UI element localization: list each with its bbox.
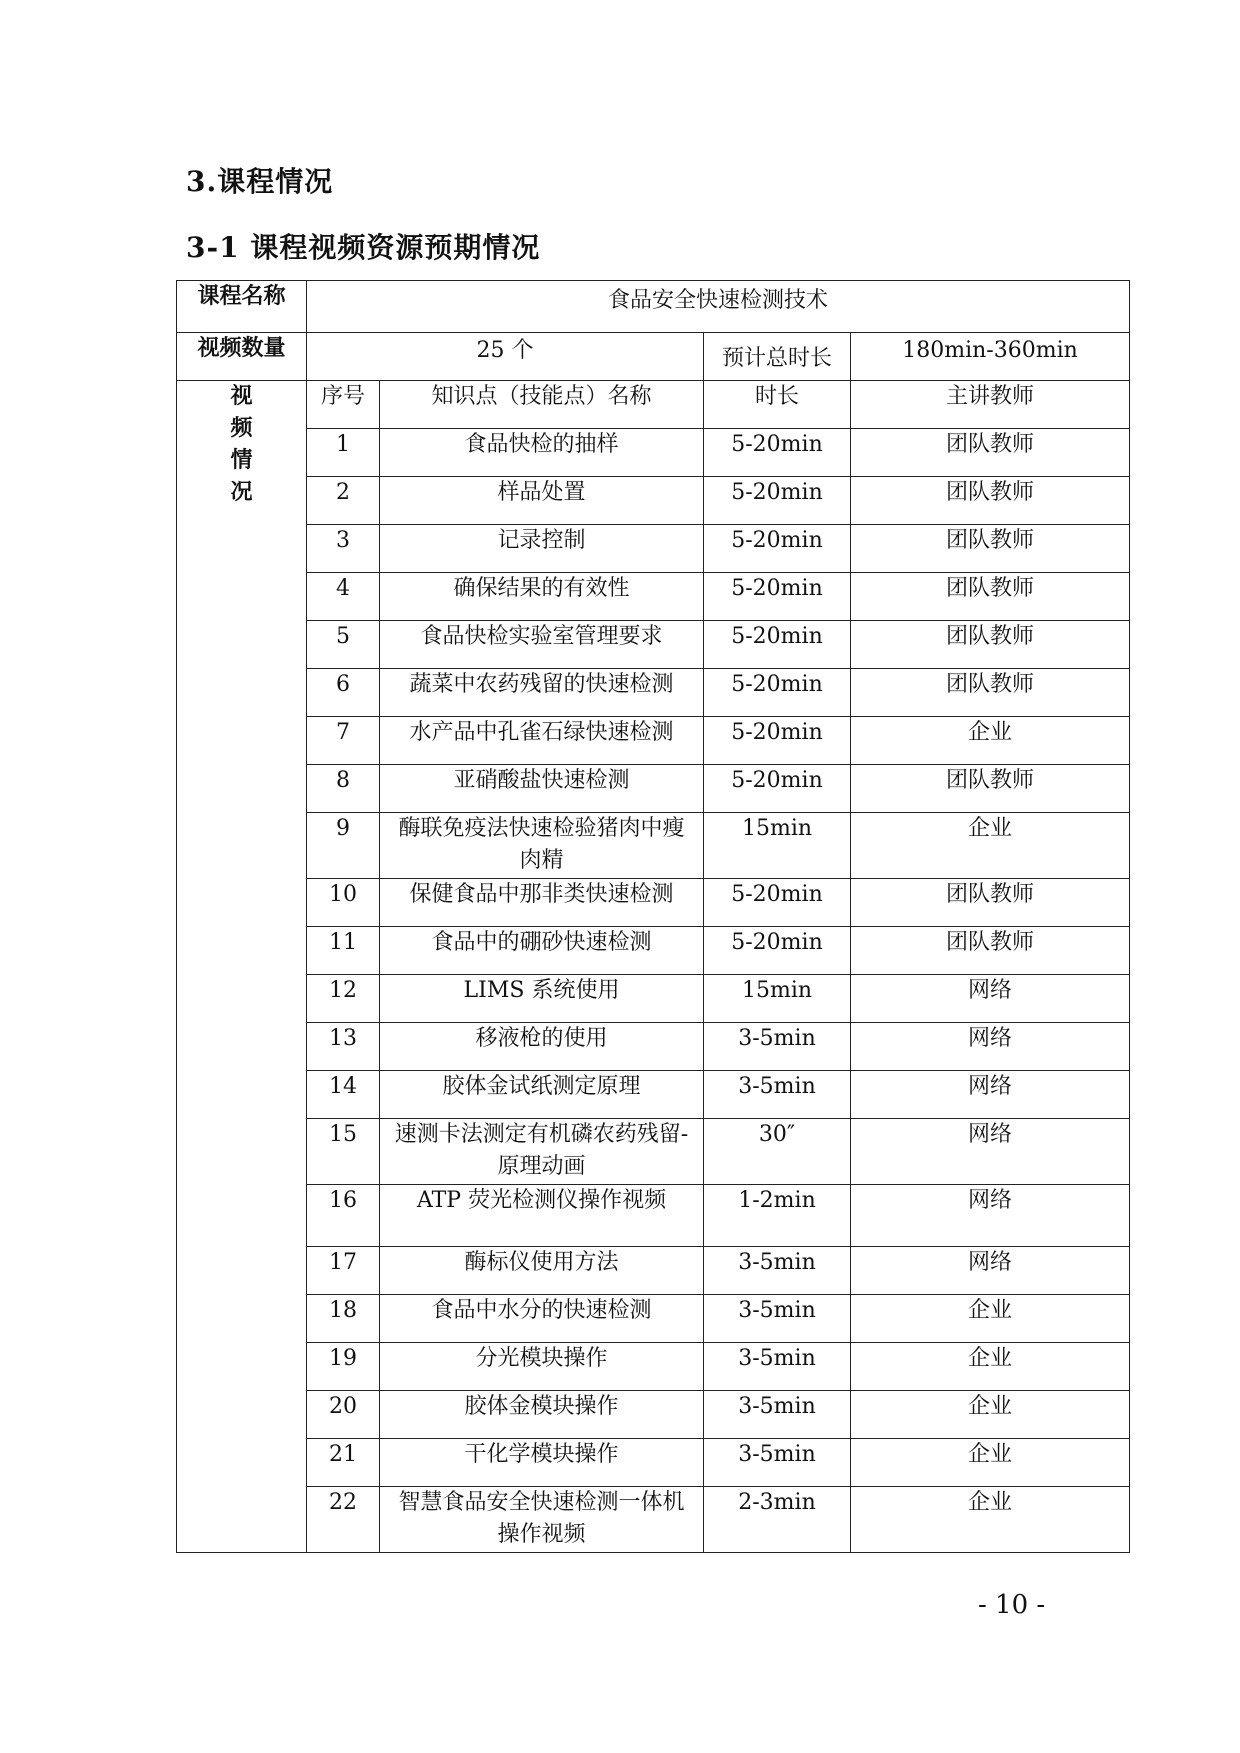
video-count-value: 25 个 xyxy=(307,333,704,381)
row-name: 亚硝酸盐快速检测 xyxy=(380,765,704,813)
table-row xyxy=(177,717,1130,765)
row-name: 移液枪的使用 xyxy=(380,1023,704,1071)
row-duration: 3-5min xyxy=(704,1023,851,1071)
row-teacher: 企业 xyxy=(851,1295,1130,1343)
row-no: 6 xyxy=(307,669,380,717)
table-row xyxy=(177,813,1130,879)
row-duration: 5-20min xyxy=(704,717,851,765)
row-teacher: 网络 xyxy=(851,1023,1130,1071)
row-name: 食品中水分的快速检测 xyxy=(380,1295,704,1343)
table-row xyxy=(177,1023,1130,1071)
row-name: 智慧食品安全快速检测一体机操作视频 xyxy=(380,1487,704,1553)
table-row xyxy=(177,1119,1130,1185)
row-no: 4 xyxy=(307,573,380,621)
row-name: 酶联免疫法快速检验猪肉中瘦肉精 xyxy=(380,813,704,879)
video-section-label-char: 况 xyxy=(230,480,253,505)
video-section-label-char: 视 xyxy=(230,384,253,409)
total-duration-label: 预计总时长 xyxy=(704,333,851,381)
row-no: 8 xyxy=(307,765,380,813)
row-name: 食品快检实验室管理要求 xyxy=(380,621,704,669)
table-row xyxy=(177,1391,1130,1439)
page-number: - 10 - xyxy=(978,1590,1046,1620)
video-section-label xyxy=(177,381,307,1553)
row-duration: 5-20min xyxy=(704,477,851,525)
subsection-title: 3-1 课程视频资源预期情况 xyxy=(186,231,541,264)
row-duration: 3-5min xyxy=(704,1295,851,1343)
row-name: 水产品中孔雀石绿快速检测 xyxy=(380,717,704,765)
table-row xyxy=(177,1071,1130,1119)
course-name-row xyxy=(177,281,1130,333)
row-teacher: 企业 xyxy=(851,1391,1130,1439)
row-no: 19 xyxy=(307,1343,380,1391)
table-row xyxy=(177,1295,1130,1343)
row-no: 9 xyxy=(307,813,380,879)
row-teacher: 网络 xyxy=(851,975,1130,1023)
table-row xyxy=(177,1439,1130,1487)
course-name-label: 课程名称 xyxy=(177,281,307,333)
row-name: 食品中的硼砂快速检测 xyxy=(380,927,704,975)
row-name: 分光模块操作 xyxy=(380,1343,704,1391)
row-name: 速测卡法测定有机磷农药残留-原理动画 xyxy=(380,1119,704,1185)
column-header-no: 序号 xyxy=(307,381,380,429)
column-header-duration: 时长 xyxy=(704,381,851,429)
table-row xyxy=(177,765,1130,813)
row-duration: 3-5min xyxy=(704,1247,851,1295)
course-name-value: 食品安全快速检测技术 xyxy=(307,281,1130,333)
row-duration: 3-5min xyxy=(704,1071,851,1119)
table-row xyxy=(177,1185,1130,1247)
table-row xyxy=(177,879,1130,927)
row-teacher: 企业 xyxy=(851,1487,1130,1553)
row-teacher: 团队教师 xyxy=(851,621,1130,669)
row-name: 保健食品中那非类快速检测 xyxy=(380,879,704,927)
table-row xyxy=(177,1247,1130,1295)
row-no: 10 xyxy=(307,879,380,927)
row-no: 13 xyxy=(307,1023,380,1071)
total-duration-value: 180min-360min xyxy=(851,333,1130,381)
row-name: ATP 荧光检测仪操作视频 xyxy=(380,1185,704,1247)
table-row xyxy=(177,1487,1130,1553)
row-duration: 30″ xyxy=(704,1119,851,1185)
row-duration: 1-2min xyxy=(704,1185,851,1247)
row-duration: 5-20min xyxy=(704,525,851,573)
row-no: 17 xyxy=(307,1247,380,1295)
row-no: 2 xyxy=(307,477,380,525)
video-section-label-char: 频 xyxy=(230,416,253,441)
row-name: LIMS 系统使用 xyxy=(380,975,704,1023)
row-teacher: 团队教师 xyxy=(851,429,1130,477)
table-row xyxy=(177,975,1130,1023)
row-duration: 5-20min xyxy=(704,621,851,669)
row-duration: 3-5min xyxy=(704,1343,851,1391)
video-resource-table xyxy=(176,280,1130,1553)
row-no: 20 xyxy=(307,1391,380,1439)
row-duration: 5-20min xyxy=(704,927,851,975)
row-duration: 3-5min xyxy=(704,1439,851,1487)
row-teacher: 企业 xyxy=(851,1439,1130,1487)
video-section-label-char: 情 xyxy=(230,448,253,473)
table-row xyxy=(177,621,1130,669)
row-duration: 15min xyxy=(704,975,851,1023)
row-no: 16 xyxy=(307,1185,380,1247)
row-name: 干化学模块操作 xyxy=(380,1439,704,1487)
row-teacher: 团队教师 xyxy=(851,669,1130,717)
row-teacher: 团队教师 xyxy=(851,765,1130,813)
row-no: 18 xyxy=(307,1295,380,1343)
table-row xyxy=(177,429,1130,477)
row-name: 样品处置 xyxy=(380,477,704,525)
row-duration: 5-20min xyxy=(704,669,851,717)
row-no: 14 xyxy=(307,1071,380,1119)
row-teacher: 企业 xyxy=(851,717,1130,765)
row-name: 胶体金试纸测定原理 xyxy=(380,1071,704,1119)
row-no: 22 xyxy=(307,1487,380,1553)
row-name: 记录控制 xyxy=(380,525,704,573)
table-row xyxy=(177,573,1130,621)
row-duration: 5-20min xyxy=(704,429,851,477)
table-row xyxy=(177,1343,1130,1391)
column-header-row xyxy=(177,381,1130,429)
row-duration: 2-3min xyxy=(704,1487,851,1553)
table-row xyxy=(177,927,1130,975)
row-no: 5 xyxy=(307,621,380,669)
column-header-name: 知识点（技能点）名称 xyxy=(380,381,704,429)
row-teacher: 企业 xyxy=(851,813,1130,879)
row-no: 7 xyxy=(307,717,380,765)
row-teacher: 企业 xyxy=(851,1343,1130,1391)
row-name: 胶体金模块操作 xyxy=(380,1391,704,1439)
column-header-teacher: 主讲教师 xyxy=(851,381,1130,429)
table-row xyxy=(177,477,1130,525)
row-no: 11 xyxy=(307,927,380,975)
row-teacher: 团队教师 xyxy=(851,525,1130,573)
row-name: 确保结果的有效性 xyxy=(380,573,704,621)
row-teacher: 网络 xyxy=(851,1119,1130,1185)
row-duration: 5-20min xyxy=(704,879,851,927)
row-name: 酶标仪使用方法 xyxy=(380,1247,704,1295)
row-duration: 15min xyxy=(704,813,851,879)
row-teacher: 团队教师 xyxy=(851,879,1130,927)
row-duration: 5-20min xyxy=(704,765,851,813)
table-row xyxy=(177,669,1130,717)
row-name: 食品快检的抽样 xyxy=(380,429,704,477)
section-title: 3.课程情况 xyxy=(186,165,334,198)
video-count-label: 视频数量 xyxy=(177,333,307,381)
row-teacher: 团队教师 xyxy=(851,573,1130,621)
row-no: 21 xyxy=(307,1439,380,1487)
row-teacher: 网络 xyxy=(851,1247,1130,1295)
row-teacher: 团队教师 xyxy=(851,927,1130,975)
table-row xyxy=(177,525,1130,573)
row-no: 3 xyxy=(307,525,380,573)
row-duration: 5-20min xyxy=(704,573,851,621)
row-no: 12 xyxy=(307,975,380,1023)
row-teacher: 网络 xyxy=(851,1185,1130,1247)
row-no: 1 xyxy=(307,429,380,477)
row-duration: 3-5min xyxy=(704,1391,851,1439)
video-count-row xyxy=(177,333,1130,381)
row-name: 蔬菜中农药残留的快速检测 xyxy=(380,669,704,717)
row-teacher: 团队教师 xyxy=(851,477,1130,525)
row-teacher: 网络 xyxy=(851,1071,1130,1119)
row-no: 15 xyxy=(307,1119,380,1185)
